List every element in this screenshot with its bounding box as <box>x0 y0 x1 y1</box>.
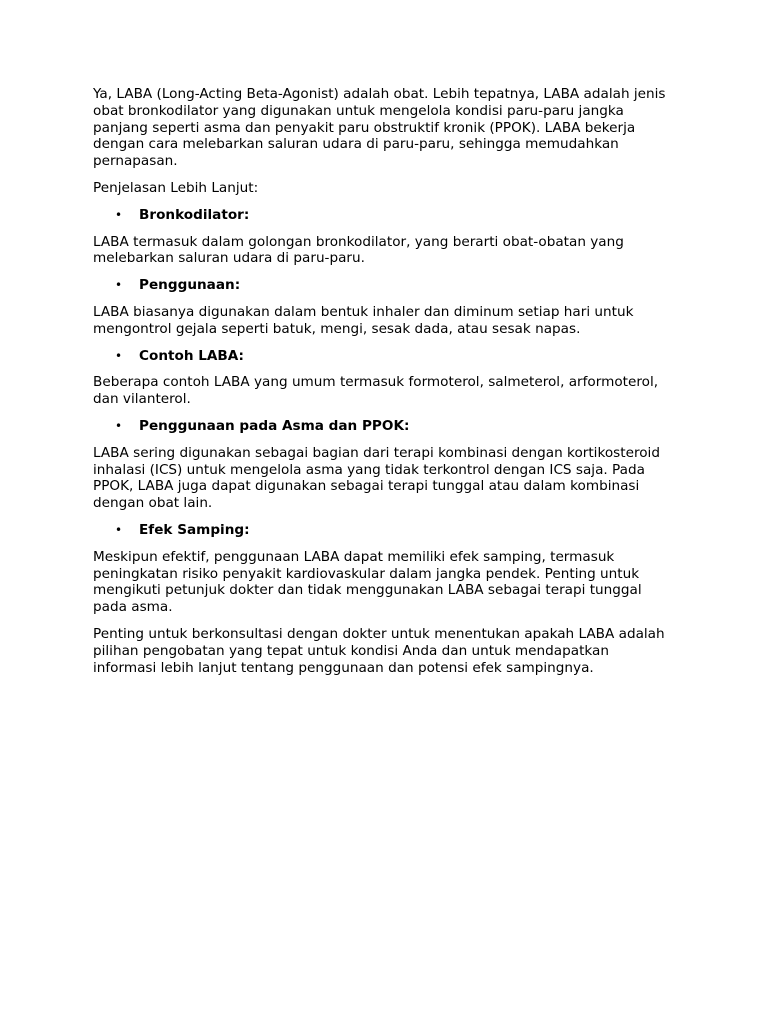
bullet-label: Bronkodilator: <box>139 206 250 223</box>
section-paragraph: Meskipun efektif, penggunaan LABA dapat memiliki efek samping, termasuk peningkatan risiko penyakit kardiovaskular dalam jangka pendek. Penting untuk mengikuti petunjuk dokter dan tidak menggunakan LABA sebagai terapi tunggal pada asma. <box>93 548 642 616</box>
bullet-label: Penggunaan: <box>139 277 241 294</box>
bullet-item-efek-samping <box>93 522 668 539</box>
bullet-icon: • <box>115 348 123 363</box>
bullet-icon: • <box>115 522 123 537</box>
section-paragraph: LABA termasuk dalam golongan bronkodilator, yang berarti obat-obatan yang melebarkan saluran udara di paru-paru. <box>93 233 624 267</box>
bullet-label: Contoh LABA: <box>139 347 244 364</box>
bullet-item-contoh-laba <box>93 348 668 365</box>
bullet-icon: • <box>115 278 123 293</box>
subheading: Penjelasan Lebih Lanjut: <box>93 179 259 196</box>
bullet-icon: • <box>115 207 123 222</box>
bullet-item-bronkodilator <box>93 207 668 224</box>
bullet-item-penggunaan <box>93 277 668 294</box>
bullet-item-asma-ppok <box>93 418 668 435</box>
section-paragraph: LABA sering digunakan sebagai bagian dari terapi kombinasi dengan kortikosteroid inhalasi (ICS) untuk mengelola asma yang tidak terkontrol dengan ICS saja. Pada PPOK, LABA juga dapat digunakan sebagai terapi tunggal atau dalam kombinasi dengan obat lain. <box>93 444 660 512</box>
bullet-label: Efek Samping: <box>139 521 250 538</box>
closing-paragraph: Penting untuk berkonsultasi dengan dokter untuk menentukan apakah LABA adalah pilihan pengobatan yang tepat untuk kondisi Anda dan untuk mendapatkan informasi lebih lanjut tentang penggunaan dan potensi efek sampingnya. <box>93 625 665 676</box>
section-paragraph: LABA biasanya digunakan dalam bentuk inhaler dan diminum setiap hari untuk mengontrol gejala seperti batuk, mengi, sesak dada, atau sesak napas. <box>93 303 634 337</box>
intro-paragraph: Ya, LABA (Long-Acting Beta-Agonist) adalah obat. Lebih tepatnya, LABA adalah jenis obat bronkodilator yang digunakan untuk mengelola kondisi paru-paru jangka panjang seperti asma dan penyakit paru obstruktif kronik (PPOK). LABA bekerja dengan cara melebarkan saluran udara di paru-paru, sehingga memudahkan pernapasan. <box>93 86 666 170</box>
section-paragraph: Beberapa contoh LABA yang umum termasuk formoterol, salmeterol, arformoterol, dan vilanterol. <box>93 374 659 408</box>
bullet-icon: • <box>115 418 123 433</box>
bullet-label: Penggunaan pada Asma dan PPOK: <box>139 417 410 434</box>
